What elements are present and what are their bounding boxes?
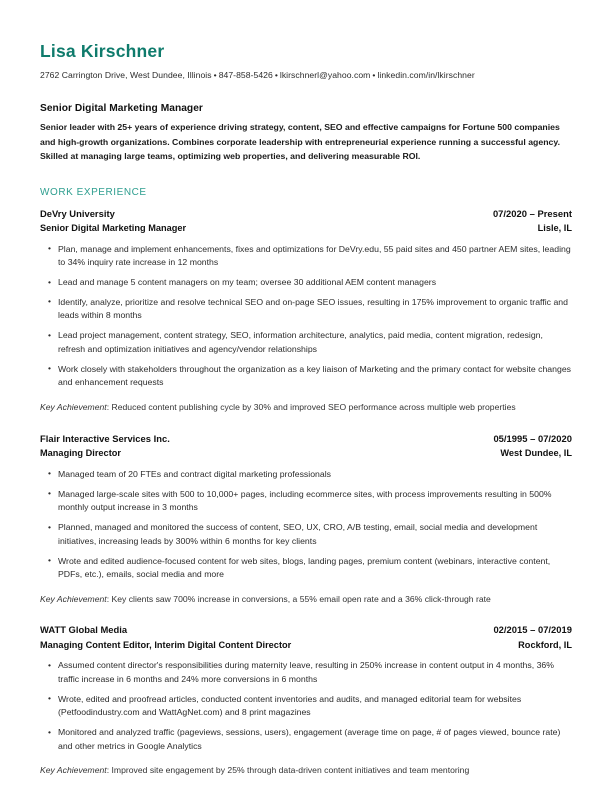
- key-achievement: [40, 593, 572, 606]
- job-location: West Dundee, IL: [500, 448, 572, 459]
- job-title: Senior Digital Marketing Manager: [40, 223, 187, 234]
- job-company-row: [40, 207, 572, 222]
- contact-separator-3: •: [372, 70, 376, 81]
- key-achievement-label: Key Achievement: [40, 401, 107, 412]
- job-title: Managing Content Editor, Interim Digital Content Director: [40, 639, 292, 650]
- contact-email[interactable]: lkirschnerl@yahoo.com: [279, 70, 371, 81]
- list-item: • Wrote, edited and proofread articles, conducted content inventories and audits, and managed editorial team for websites (Petfoodindustry.com and WattAgNet.com) and 8 print magazines: [40, 693, 572, 720]
- contact-separator-2: •: [274, 70, 278, 81]
- contact-linkedin[interactable]: linkedin.com/in/lkirschner: [377, 70, 475, 81]
- list-item: • Managed large-scale sites with 500 to 10,000+ pages, including ecommerce sites, with process improvements resulting in 500% monthly output increase in 3 months: [40, 488, 572, 515]
- contact-separator-1: •: [213, 70, 217, 81]
- job-dates: 02/2015 – 07/2019: [493, 624, 572, 636]
- key-achievement: [40, 764, 572, 777]
- list-item: • Lead project management, content strategy, SEO, information architecture, analytics, paid media, content migration, redesign, refresh and optimization initiatives and agency/vendor relationships: [40, 329, 572, 356]
- job-bullet-list: [40, 659, 572, 753]
- work-experience-section: [40, 187, 572, 777]
- section-title-work-experience: WORK EXPERIENCE: [40, 186, 147, 198]
- job-header: [40, 623, 572, 652]
- job-title-row: [40, 221, 572, 235]
- list-item: • Wrote and edited audience-focused content for web sites, blogs, landing pages, premium content (webinars, interactive content, PDFs, etc.), emails, social media and more: [40, 555, 572, 582]
- list-item: • Assumed content director's responsibilities during maternity leave, resulting in 250% increase in content output in 4 months, 36% traffic increase in 6 months and 24% more conversions in 6 months: [40, 659, 572, 686]
- job-bullet-list: [40, 468, 572, 582]
- job-entry-devry-university: [40, 207, 572, 414]
- job-header: [40, 207, 572, 236]
- professional-summary: Senior leader with 25+ years of experience driving strategy, content, SEO and effective campaigns for Fortune 500 companies and high-growth organizations. Combines corporate leadership with entrepreneurial experience running a successful agency. Skilled at managing large teams, optimizing web properties, and delivering measurable ROI.: [40, 122, 560, 161]
- list-item: • Plan, manage and implement enhancements, fixes and optimizations for DeVry.edu, 55 paid sites and 450 partner AEM sites, leading to 34% inquiry rate increase in 12 months: [40, 243, 572, 270]
- list-item: • Managed team of 20 FTEs and contract digital marketing professionals: [40, 468, 572, 481]
- contact-address: 2762 Carrington Drive, West Dundee, Illinois: [40, 70, 212, 81]
- professional-headline: Senior Digital Marketing Manager: [40, 103, 203, 115]
- key-achievement-text: : Key clients saw 700% increase in conversions, a 55% email open rate and a 36% click-through rate: [106, 593, 491, 604]
- job-entry-watt-global-media: [40, 623, 572, 777]
- job-company: DeVry University: [40, 207, 115, 219]
- list-item: • Lead and manage 5 content managers on my team; oversee 30 additional AEM content managers: [40, 276, 572, 289]
- job-title-row: [40, 446, 572, 460]
- list-item: • Planned, managed and monitored the success of content, SEO, UX, CRO, A/B testing, email, social media and development initiatives, increasing leads by 300% within 6 months for key clients: [40, 521, 572, 548]
- summary-section: [40, 103, 572, 162]
- list-item: • Identify, analyze, prioritize and resolve technical SEO and on-page SEO issues, resulting in 175% improvement to organic traffic and leads within 8 months: [40, 296, 572, 323]
- key-achievement-text: : Improved site engagement by 25% through data-driven content initiatives and team mentoring: [106, 765, 470, 776]
- key-achievement-label: Key Achievement: [40, 765, 107, 776]
- list-item: • Monitored and analyzed traffic (pageviews, sessions, users), engagement (average time on page, # of pages viewed, bounce rate) and other metrics in Google Analytics: [40, 726, 572, 753]
- contact-line: [40, 70, 572, 81]
- job-location: Lisle, IL: [537, 223, 572, 234]
- job-company-row: [40, 432, 572, 447]
- list-item: • Work closely with stakeholders throughout the organization as a key liaison of Marketing and the primary contact for website changes and enhancement requests: [40, 363, 572, 390]
- job-title: Managing Director: [40, 448, 121, 459]
- job-dates: 07/2020 – Present: [492, 207, 572, 219]
- key-achievement-text: : Reduced content publishing cycle by 30% and improved SEO performance across multiple web properties: [106, 401, 516, 412]
- job-dates: 05/1995 – 07/2020: [493, 432, 572, 444]
- key-achievement: [40, 401, 572, 414]
- job-company-row: [40, 623, 572, 638]
- job-header: [40, 432, 572, 461]
- job-entry-flair-interactive-services: [40, 432, 572, 606]
- job-bullet-list: [40, 243, 572, 390]
- job-company: Flair Interactive Services Inc.: [40, 432, 170, 444]
- contact-phone: 847-858-5426: [218, 70, 273, 81]
- key-achievement-label: Key Achievement: [40, 593, 107, 604]
- job-company: WATT Global Media: [40, 624, 128, 636]
- job-title-row: [40, 638, 572, 652]
- job-location: Rockford, IL: [518, 639, 572, 650]
- candidate-name: Lisa Kirschner: [40, 41, 165, 61]
- resume-header: [40, 42, 572, 81]
